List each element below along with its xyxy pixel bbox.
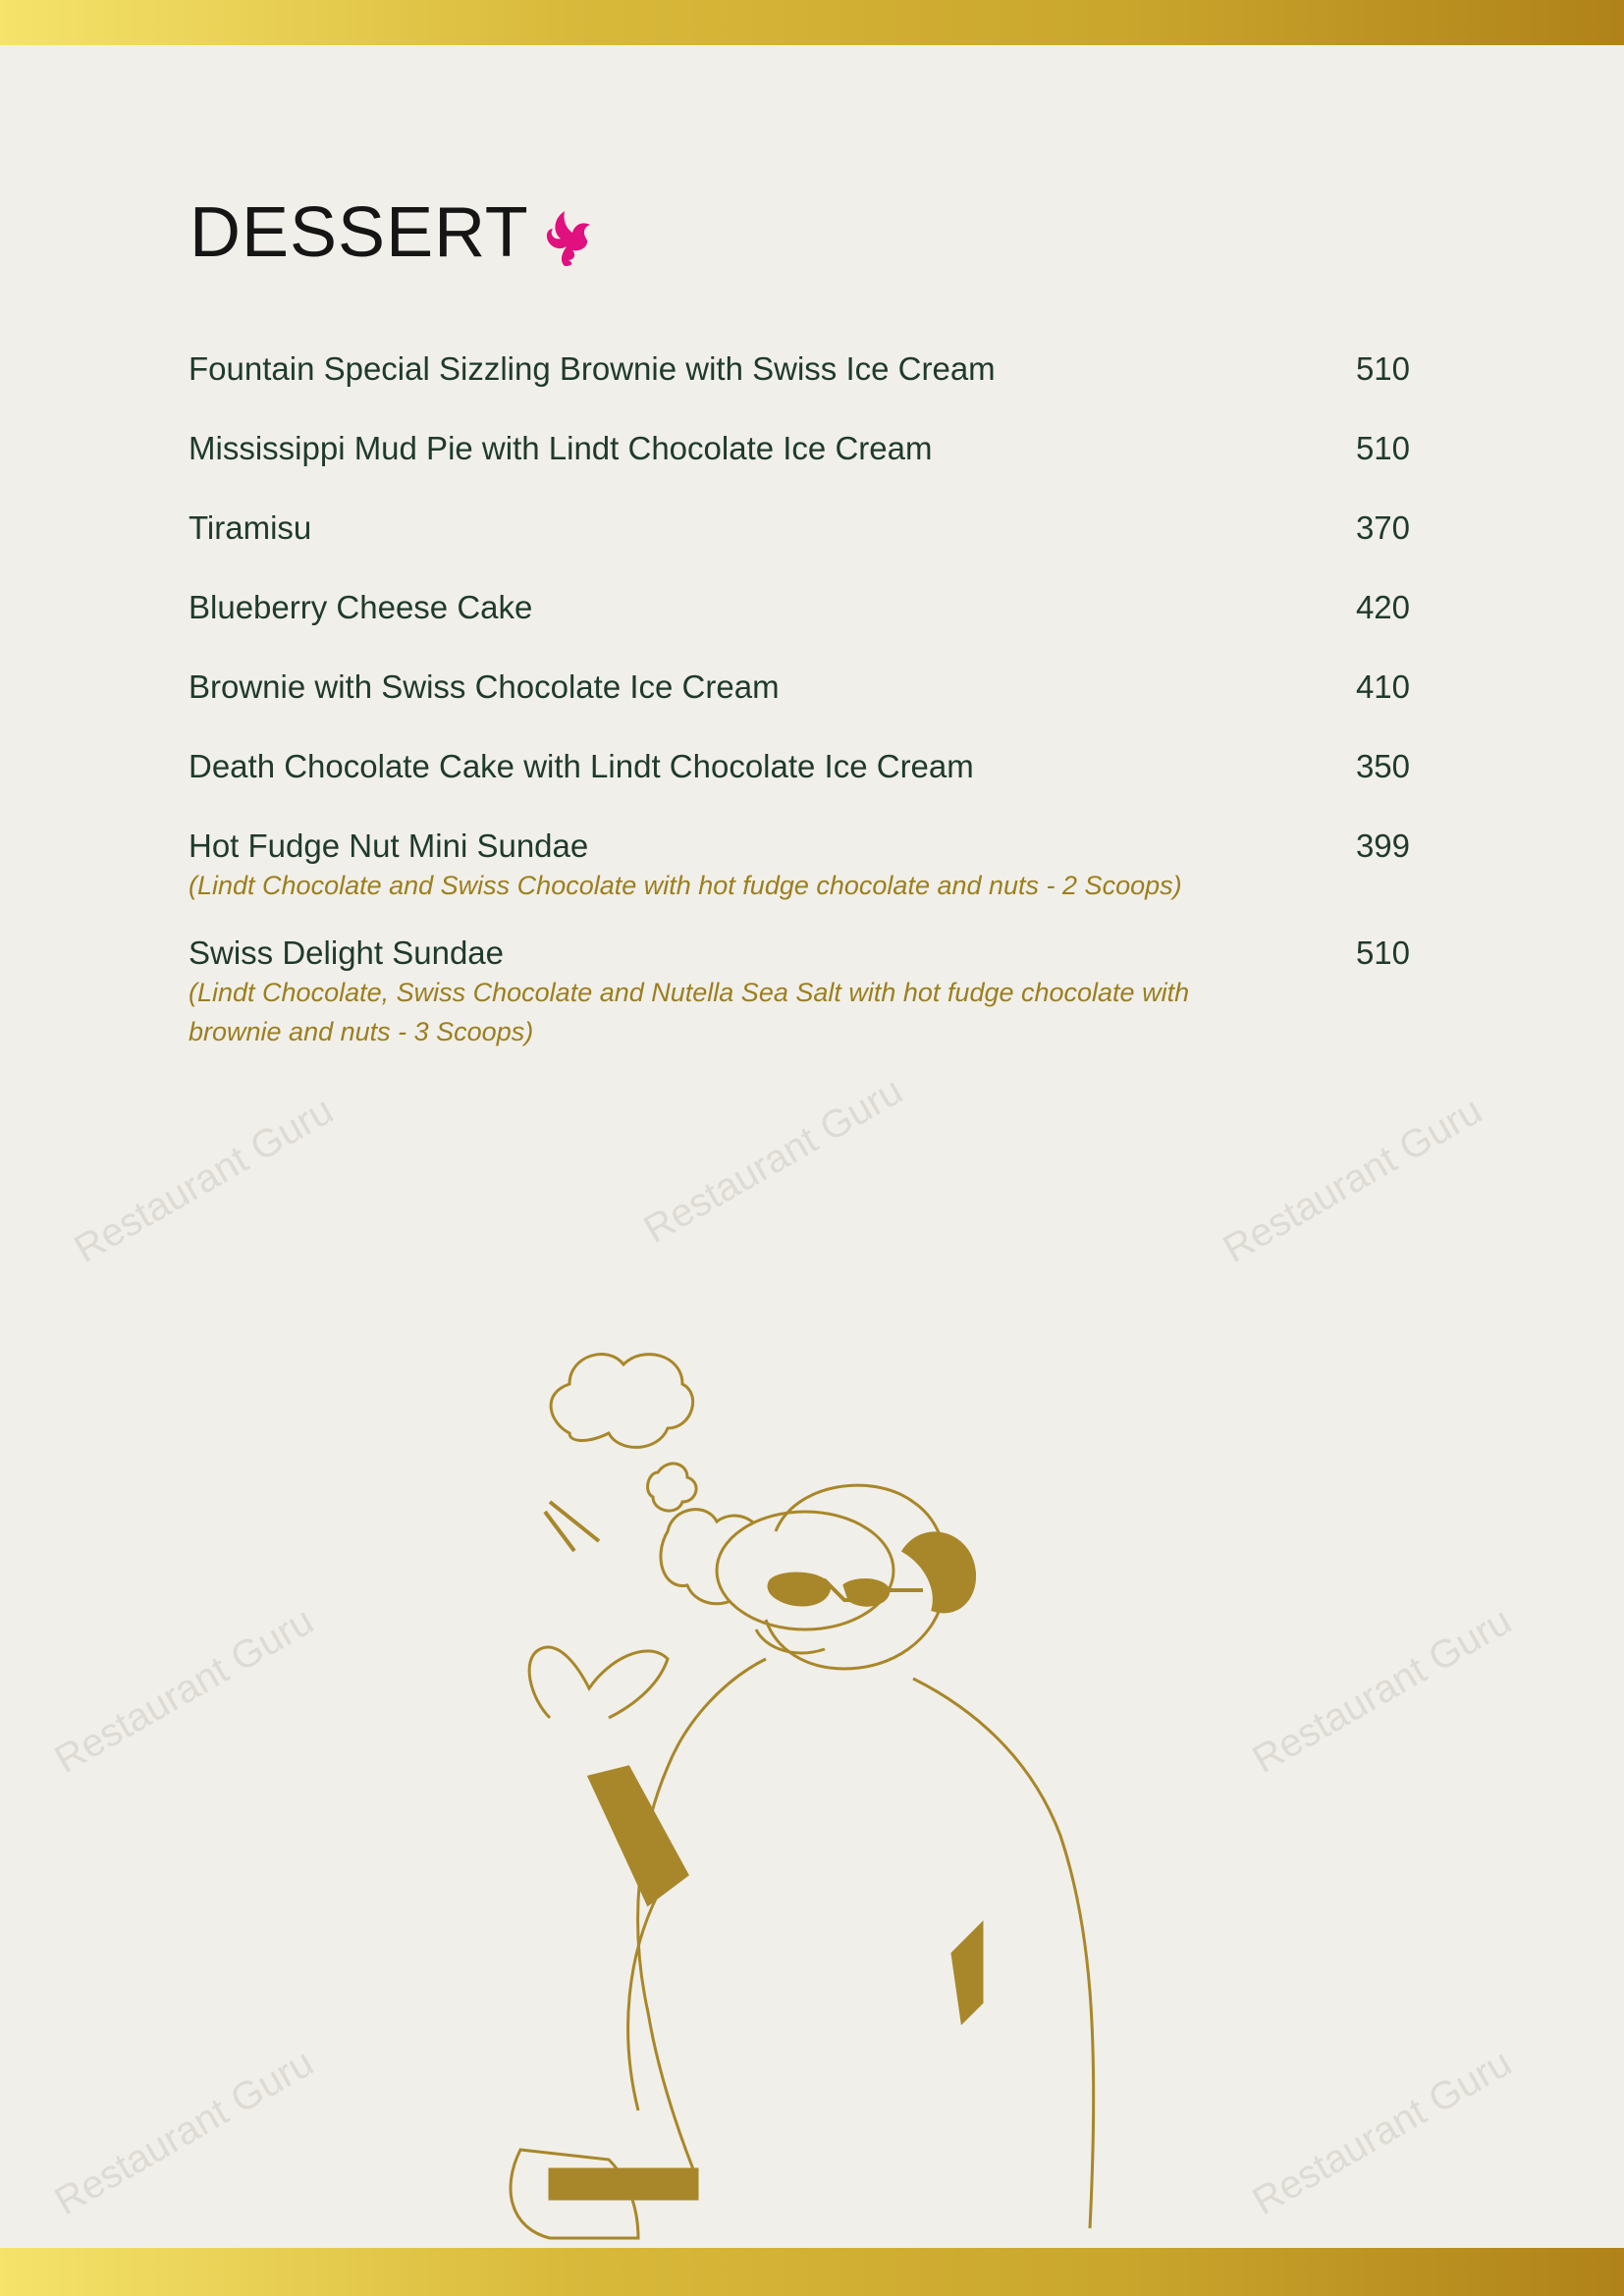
item-price: 510 bbox=[1355, 350, 1410, 387]
item-description: (Lindt Chocolate and Swiss Chocolate with hot fudge chocolate and nuts - 2 Scoops) bbox=[189, 871, 1182, 900]
watermark: Restaurant Guru bbox=[47, 1599, 321, 1783]
section-title-text: DESSERT bbox=[189, 193, 529, 272]
menu-items-list bbox=[189, 349, 1410, 1080]
item-name: Brownie with Swiss Chocolate Ice Cream bbox=[189, 668, 780, 705]
menu-item bbox=[189, 588, 1410, 627]
item-name: Swiss Delight Sundae bbox=[189, 934, 505, 971]
menu-item bbox=[189, 508, 1410, 548]
item-name: Tiramisu bbox=[189, 509, 312, 546]
item-price: 420 bbox=[1355, 589, 1410, 625]
menu-item bbox=[189, 934, 1410, 1051]
cigar-man-illustration bbox=[491, 1306, 1198, 2248]
item-name: Blueberry Cheese Cake bbox=[189, 589, 533, 625]
watermark: Restaurant Guru bbox=[636, 1069, 910, 1253]
item-price: 370 bbox=[1355, 509, 1410, 546]
top-gold-bar bbox=[0, 0, 1624, 45]
item-price: 510 bbox=[1355, 430, 1410, 466]
item-name: Death Chocolate Cake with Lindt Chocolate Ice Cream bbox=[189, 748, 974, 784]
item-price: 410 bbox=[1355, 668, 1410, 705]
item-price: 510 bbox=[1355, 934, 1410, 971]
item-name: Mississippi Mud Pie with Lindt Chocolate Ice Cream bbox=[189, 430, 933, 466]
item-price: 399 bbox=[1355, 828, 1410, 864]
item-description: (Lindt Chocolate, Swiss Chocolate and Nutella Sea Salt with hot fudge chocolate with brownie and nuts - 3 Scoops) bbox=[189, 978, 1190, 1046]
menu-item bbox=[189, 667, 1410, 707]
watermark: Restaurant Guru bbox=[67, 1089, 341, 1272]
item-name: Fountain Special Sizzling Brownie with Swiss Ice Cream bbox=[189, 350, 996, 387]
menu-item bbox=[189, 747, 1410, 786]
watermark: Restaurant Guru bbox=[47, 2041, 321, 2224]
item-price: 350 bbox=[1355, 748, 1410, 784]
menu-item bbox=[189, 827, 1410, 905]
watermark: Restaurant Guru bbox=[1245, 2041, 1519, 2224]
item-name: Hot Fudge Nut Mini Sundae bbox=[189, 828, 589, 864]
fleur-icon bbox=[535, 197, 604, 268]
watermark: Restaurant Guru bbox=[1216, 1089, 1489, 1272]
section-title bbox=[189, 192, 604, 273]
menu-item bbox=[189, 349, 1410, 389]
bottom-gold-bar bbox=[0, 2248, 1624, 2296]
watermark: Restaurant Guru bbox=[1245, 1599, 1519, 1783]
menu-item bbox=[189, 429, 1410, 468]
